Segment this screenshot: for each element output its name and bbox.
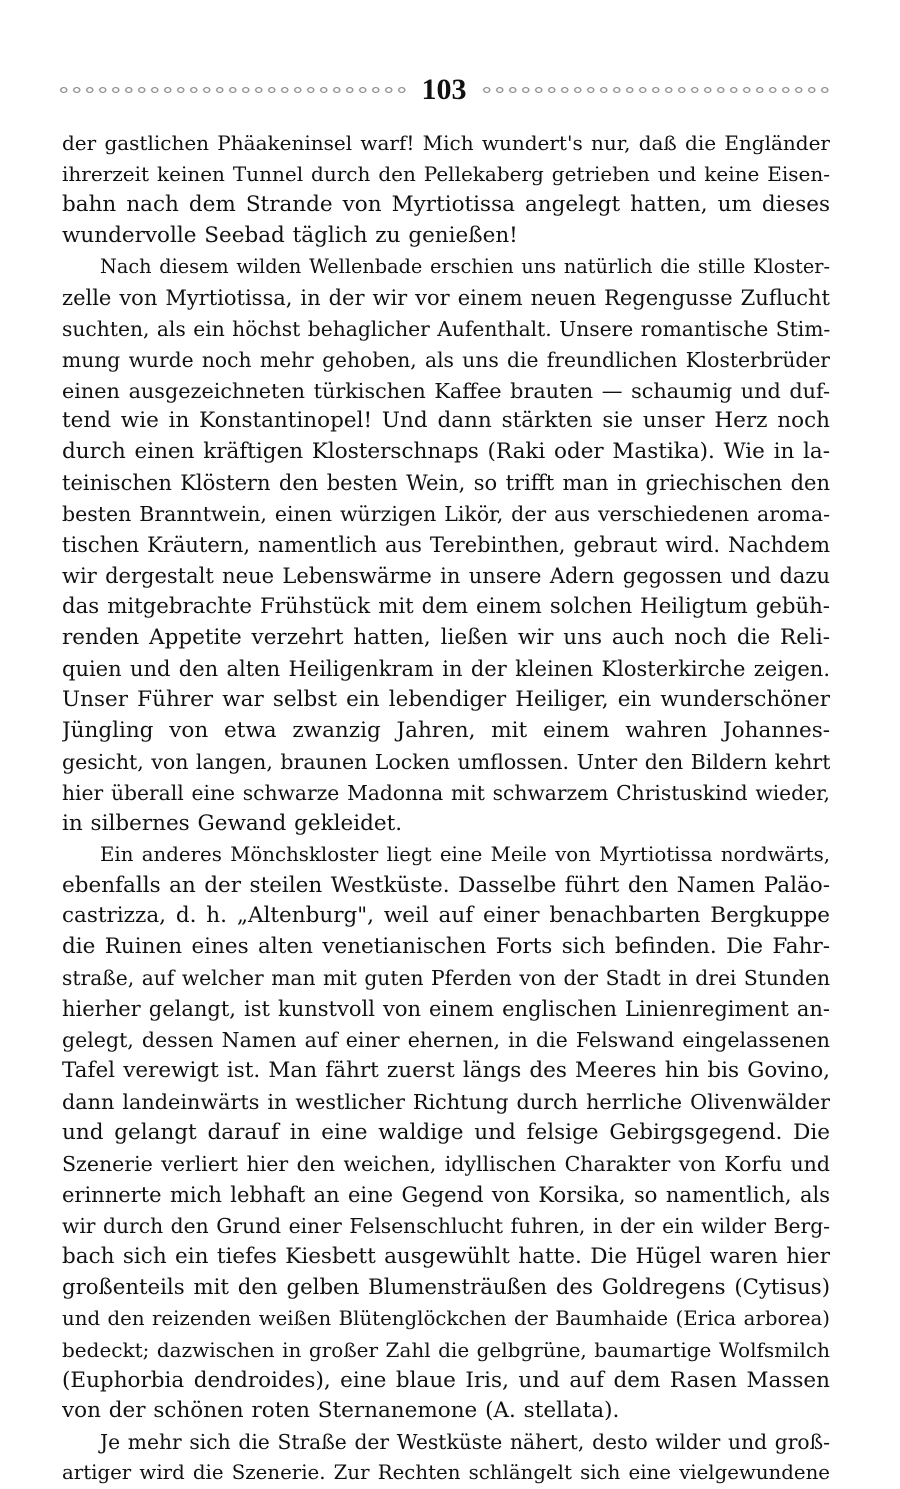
text-line: bedeckt; dazwischen in großer Zahl die gelbgrüne, baumartige Wolfsmilch — [62, 1337, 830, 1362]
text-line: dann landeinwärts in westlicher Richtung durch herrliche Olivenwälder — [62, 1090, 830, 1115]
text-line: gesicht, von langen, braunen Locken umflossen. Unter den Bildern kehrt — [62, 749, 830, 774]
text-line: die Ruinen eines alten venetianischen Forts sich befinden. Die Fahr- — [62, 934, 830, 960]
text-line: renden Appetite verzehrt hatten, ließen wir uns auch noch die Reli- — [62, 625, 830, 650]
text-line: einen ausgezeichneten türkischen Kaffee brauten — schaumig und duf- — [62, 378, 830, 403]
text-line: der gastlichen Phäakeninsel warf! Mich wundert's nur, daß die Engländer — [62, 131, 830, 155]
text-line: in silbernes Gewand gekleidet. — [62, 810, 403, 836]
text-line: erinnerte mich lebhaft an eine Gegend von Korsika, so namentlich, als — [62, 1182, 830, 1207]
text-line: durch einen kräftigen Klosterschnaps (Raki oder Mastika). Wie in la- — [62, 439, 830, 465]
paragraph-start-line: Nach diesem wilden Wellenbade erschien uns natürlich die stille Kloster- — [100, 254, 830, 278]
text-line: teinischen Klöstern den besten Wein, so trifft man in griechischen den — [62, 471, 830, 496]
page-header — [58, 74, 830, 106]
text-line: hier überall eine schwarze Madonna mit schwarzem Christuskind wieder, — [62, 780, 830, 805]
text-line: tend wie in Konstantinopel! Und dann stärkten sie unser Herz noch — [62, 408, 830, 434]
text-line: artiger wird die Szenerie. Zur Rechten schlängelt sich eine vielgewundene — [62, 1461, 830, 1485]
text-line: wir dergestalt neue Lebenswärme in unsere Adern gegossen und dazu — [62, 564, 830, 589]
text-line: straße, auf welcher man mit guten Pferden von der Stadt in drei Stunden — [62, 966, 830, 991]
text-line: Jüngling von etwa zwanzig Jahren, mit einem wahren Johannes- — [62, 717, 830, 743]
text-line: von der schönen roten Sternanemone (A. stellata). — [62, 1398, 620, 1424]
text-line: gelegt, dessen Namen auf einer ehernen, in die Felswand eingelassenen — [62, 1028, 830, 1053]
text-line: Szenerie verliert hier den weichen, idyllischen Charakter von Korfu und — [62, 1151, 830, 1176]
paragraph-start-line: Je mehr sich die Straße der Westküste nähert, desto wilder und groß- — [100, 1430, 830, 1455]
text-line: zelle von Myrtiotissa, in der wir vor einem neuen Regengusse Zuflucht — [62, 285, 830, 310]
paragraph-start-line: Ein anderes Mönchskloster liegt eine Meile von Myrtiotissa nordwärts, — [100, 842, 830, 866]
text-line: besten Branntwein, einen würzigen Likör, der aus verschiedenen aroma- — [62, 502, 830, 527]
right-ornament-rule — [481, 83, 831, 97]
text-line: suchten, als ein höchst behaglicher Aufenthalt. Unsere romantische Stim- — [62, 316, 830, 341]
body-text — [62, 128, 830, 1489]
text-line: tischen Kräutern, namentlich aus Terebinthen, gebraut wird. Nachdem — [62, 533, 830, 558]
text-line: hierher gelangt, ist kunstvoll von einem englischen Linienregiment an- — [62, 997, 830, 1022]
text-line: wir durch den Grund einer Felsenschlucht fuhren, in der ein wilder Berg- — [62, 1213, 830, 1238]
text-line: und gelangt darauf in eine waldige und felsige Gebirgsgegend. Die — [62, 1120, 830, 1145]
page-number: 103 — [421, 73, 467, 106]
text-line: Tafel verewigt ist. Man fährt zuerst längs des Meeres hin bis Govino, — [62, 1058, 830, 1084]
text-line: wundervolle Seebad täglich zu genießen! — [62, 222, 518, 248]
text-line: ihrerzeit keinen Tunnel durch den Pellekaberg getrieben und keine Eisen- — [62, 161, 830, 186]
text-line: bach sich ein tiefes Kiesbett ausgewühlt hatte. Die Hügel waren hier — [62, 1243, 830, 1269]
text-line: quien und den alten Heiligenkram in der kleinen Klosterkirche zeigen. — [62, 656, 830, 681]
text-line: mung wurde noch mehr gehoben, als uns die freundlichen Klosterbrüder — [62, 347, 830, 372]
text-line: bahn nach dem Strande von Myrtiotissa angelegt hatten, um dieses — [62, 191, 830, 217]
text-line: castrizza, d. h. „Altenburg", weil auf einer benachbarten Bergkuppe — [62, 903, 830, 929]
text-line: das mitgebrachte Frühstück mit dem einem solchen Heiligtum gebüh- — [62, 594, 830, 620]
text-line: Unser Führer war selbst ein lebendiger Heiliger, ein wunderschöner — [62, 686, 830, 712]
text-line: (Euphorbia dendroides), eine blaue Iris, und auf dem Rasen Massen — [62, 1367, 830, 1393]
text-line: und den reizenden weißen Blütenglöckchen der Baumhaide (Erica arborea) — [62, 1306, 830, 1330]
text-line: großenteils mit den gelben Blumensträußen des Goldregens (Cytisus) — [62, 1274, 830, 1300]
text-line: ebenfalls an der steilen Westküste. Dasselbe führt den Namen Paläo- — [62, 872, 830, 898]
left-ornament-rule — [58, 83, 408, 97]
